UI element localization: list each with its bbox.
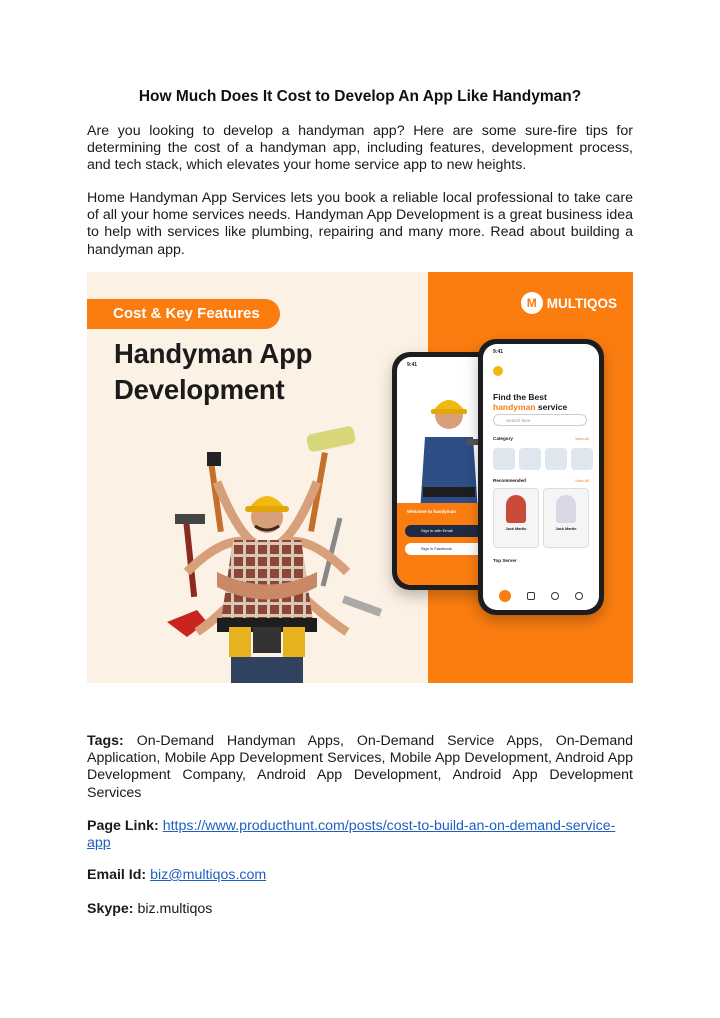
tags-section [87, 733, 633, 802]
page-link-url[interactable]: https://www.producthunt.com/posts/cost-to-build-an-on-demand-service-app [87, 818, 616, 852]
banner-headline [114, 336, 312, 408]
welcome-title: Welcome to handyman [407, 509, 456, 514]
skype-section [87, 901, 633, 918]
page-link-label: Page Link: [87, 818, 159, 834]
headline-line-2: Development [114, 374, 285, 405]
banner-pill: Cost & Key Features [87, 299, 280, 329]
banner-image [87, 272, 633, 683]
email-label: Email Id: [87, 867, 147, 883]
services-paragraph: Home Handyman App Services lets you book a reliable local professional to take care of all your home services needs. Handyman App Development is a great business idea to help with services like plumbing, repairing and many more. Read about building a handyman app. [87, 190, 633, 258]
avatar [493, 366, 503, 376]
worker-name: Jack Martin [505, 527, 527, 531]
recommended-view-all: View All [575, 478, 589, 483]
email-section [87, 867, 633, 884]
recommended-label: Recommended [493, 478, 526, 483]
worker-photo [506, 495, 526, 523]
worker-name: Jack Martin [555, 527, 577, 531]
headline-line-1: Handyman App [114, 338, 313, 369]
category-tile [571, 448, 593, 470]
home-heading-accent: handyman [493, 402, 536, 412]
home-heading-line-1: Find the Best [493, 392, 547, 402]
brand-logo [521, 292, 617, 314]
home-heading [493, 392, 567, 412]
back-phone-time: 9:41 [407, 362, 418, 368]
page-title: How Much Does It Cost to Develop An App Like Handyman? [138, 88, 582, 105]
front-phone-time: 9:41 [493, 349, 504, 355]
bottom-nav [491, 588, 591, 604]
email-link[interactable]: biz@multiqos.com [150, 867, 267, 883]
worker-card [543, 488, 589, 548]
sign-in-facebook-button: Sign in Facebook [405, 543, 491, 555]
category-tile [519, 448, 541, 470]
page-link-section [87, 818, 633, 852]
profile-icon [575, 592, 583, 600]
home-screen [483, 344, 599, 610]
category-label: Category [493, 436, 513, 441]
home-icon [499, 590, 511, 602]
skype-id: biz.multiqos [137, 901, 213, 917]
category-tile [493, 448, 515, 470]
worker-photo [556, 495, 576, 523]
tags-text: On-Demand Handyman Apps, On-Demand Service Apps, On-Demand Application, Mobile App Development Services, Mobile App Development, Android App Development Company, Android App Development, Android App Development Services [87, 733, 633, 801]
brand-name: MULTIQOS [546, 295, 617, 311]
calendar-icon [527, 592, 535, 600]
home-phone-mockup [478, 339, 604, 615]
home-heading-line-2 [493, 402, 567, 412]
search-input: Search here [493, 414, 587, 426]
top-server-label: Top Server [493, 558, 517, 563]
category-view-all: View All [575, 436, 589, 441]
brand-mark-icon: M [521, 292, 543, 314]
tags-label: Tags: [87, 733, 124, 749]
heart-icon [551, 592, 559, 600]
skype-label: Skype: [87, 901, 134, 917]
worker-card [493, 488, 539, 548]
category-tile [545, 448, 567, 470]
handyman-illustration [147, 422, 387, 683]
sign-in-email-button: Sign in with Email [405, 525, 491, 537]
intro-paragraph: Are you looking to develop a handyman app? Here are some sure-fire tips for determining the cost of a handyman app, including features, development process, and tech stack, which elevates your home service app to new heights. [87, 123, 633, 174]
home-heading-rest: service [537, 402, 568, 412]
